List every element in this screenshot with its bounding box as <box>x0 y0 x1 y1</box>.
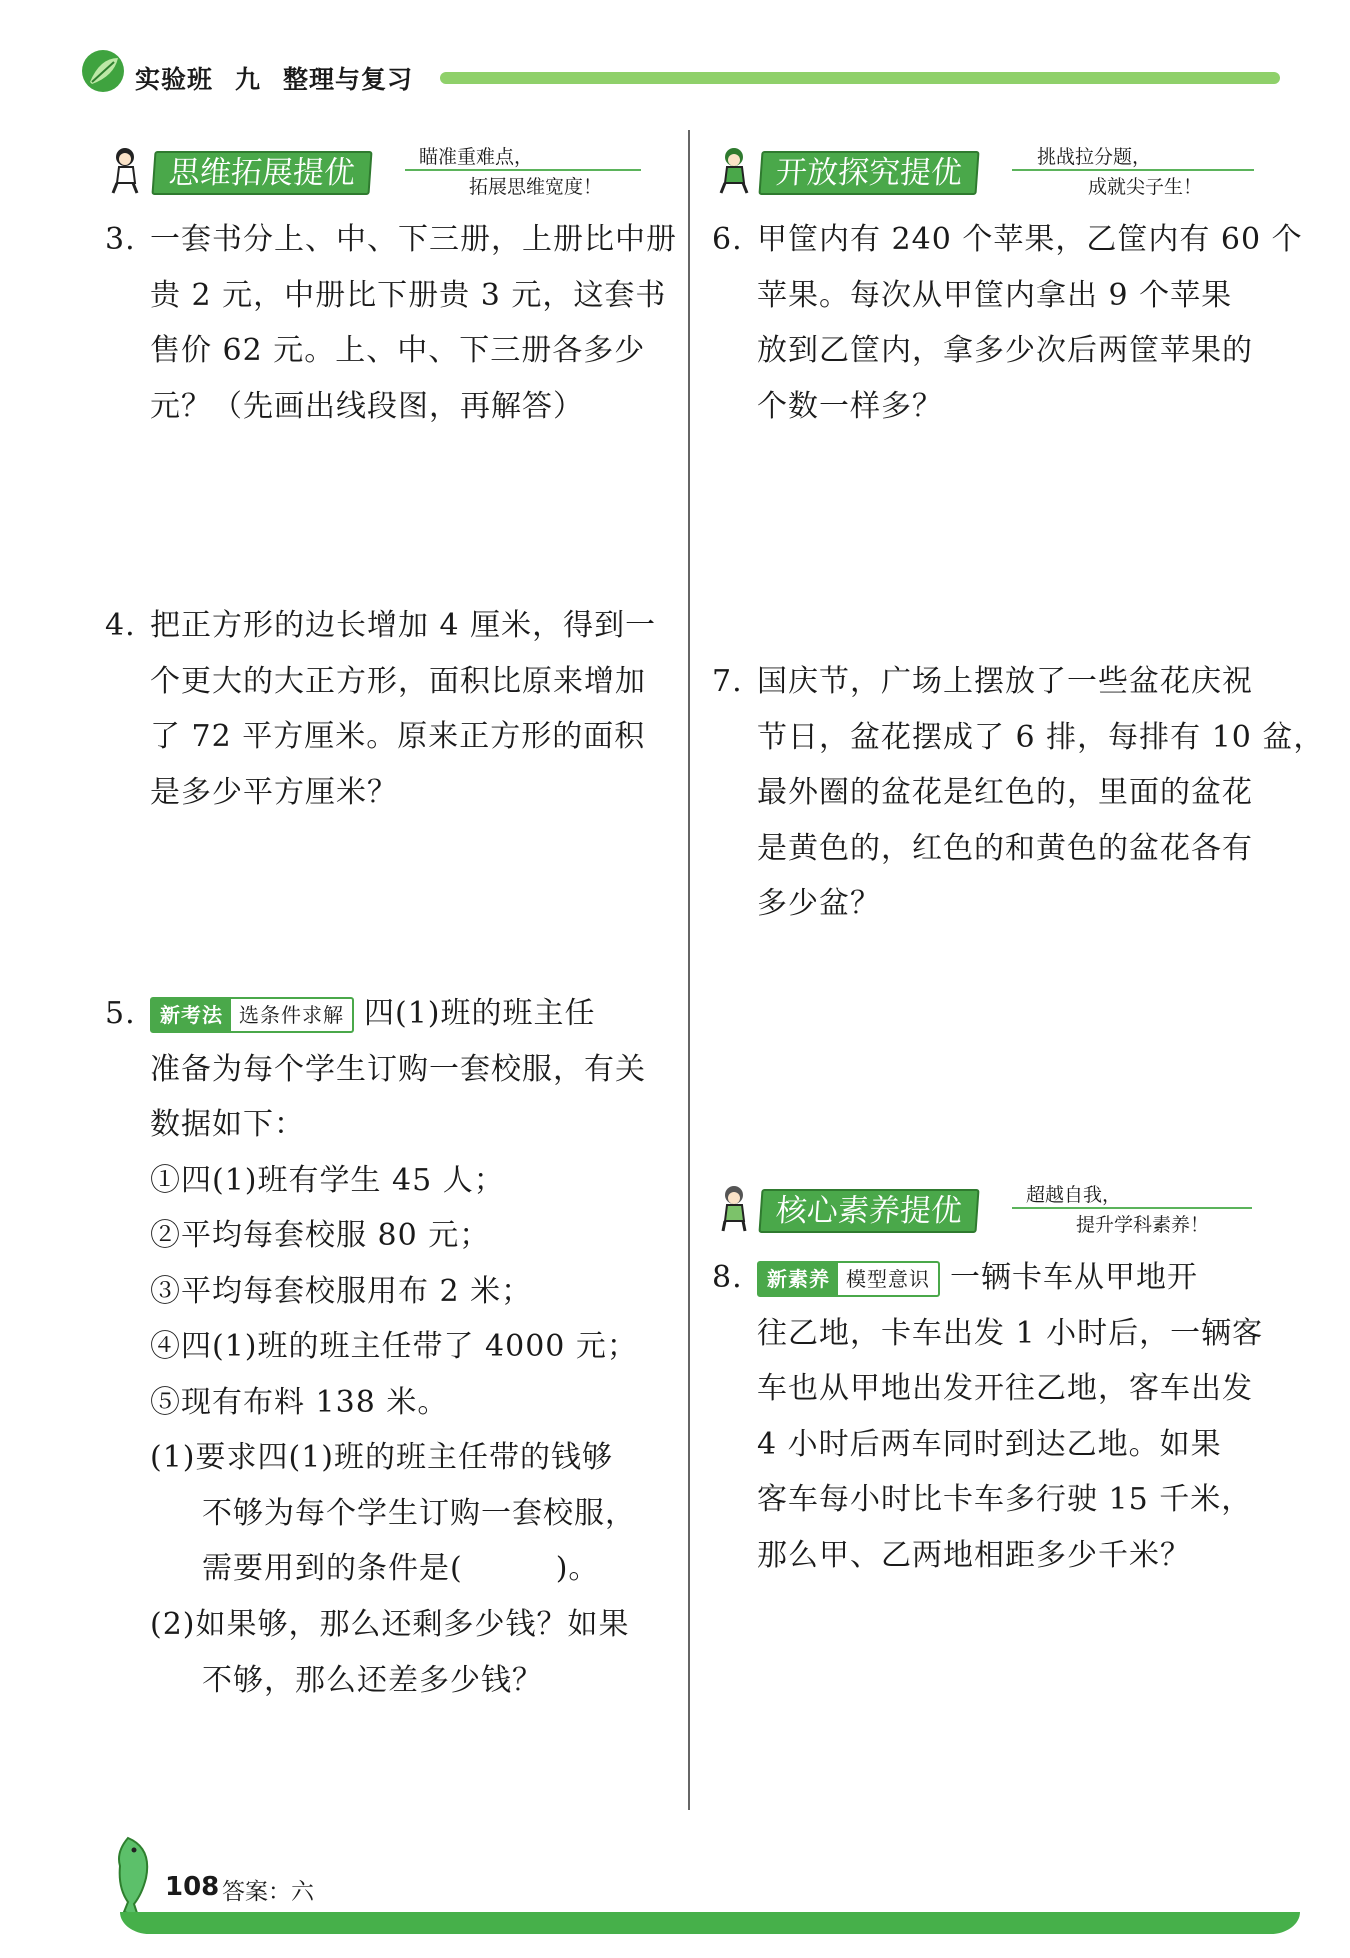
condition-2: ②平均每套校服 80 元； <box>150 1218 491 1253</box>
header-bar <box>440 72 1280 84</box>
header-topic: 整理与复习 <box>283 65 414 94</box>
question-line: 贵 2 元，中册比下册贵 3 元，这套书 <box>150 277 667 313</box>
question-6 <box>712 212 1303 442</box>
question-line: 4 小时后两车同时到达乙地。如果 <box>757 1426 1222 1462</box>
question-line: 把正方形的边长增加 4 厘米，得到一 <box>150 608 657 643</box>
question-line: 放到乙筐内，拿多少次后两筐苹果的 <box>757 333 1253 368</box>
condition-5: ⑤现有布料 138 米。 <box>150 1384 449 1420</box>
question-line: 是多少平方厘米？ <box>150 774 398 810</box>
sub-question-line: 需要用到的条件是( )。 <box>202 1551 600 1586</box>
footer-bar <box>120 1912 1300 1934</box>
leaf-logo-icon <box>80 48 126 94</box>
question-line: 往乙地，卡车出发 1 小时后，一辆客 <box>757 1315 1264 1351</box>
section-slogan-2: 成就尖子生！ <box>1088 176 1203 198</box>
question-line: 最外圈的盆花是红色的，里面的盆花 <box>757 775 1253 810</box>
question-number: 5. <box>105 996 136 1031</box>
question-line: 准备为每个学生订购一套校服，有关 <box>150 1051 646 1087</box>
question-line: 国庆节，广场上摆放了一些盆花庆祝 <box>757 664 1253 699</box>
sub-question-line: (2)如果够，那么还剩多少钱？如果 <box>150 1607 630 1642</box>
question-line: 那么甲、乙两地相距多少千米？ <box>757 1537 1191 1573</box>
header-title <box>135 60 435 96</box>
section-title: 开放探究提优 <box>758 151 979 195</box>
new-literacy-badge: 新素养 模型意识 <box>757 1261 940 1297</box>
question-line: 多少盆？ <box>757 886 881 921</box>
section-banner-core <box>712 1183 1257 1236</box>
dolphin-icon <box>98 1832 162 1922</box>
section-slogan-1: 挑战拉分题， <box>1037 146 1152 168</box>
question-line: 数据如下： <box>150 1107 305 1142</box>
answer-reference: 答案：六 <box>222 1879 314 1905</box>
question-5 <box>105 986 675 1736</box>
header-unit: 九 <box>235 65 262 94</box>
question-line: 元？（先画出线段图，再解答） <box>150 388 584 424</box>
question-line: 一辆卡车从甲地开 <box>950 1260 1198 1295</box>
condition-3: ③平均每套校服用布 2 米； <box>150 1273 533 1309</box>
section-slogan-2: 拓展思维宽度！ <box>469 176 603 198</box>
question-line: 个数一样多？ <box>757 388 943 424</box>
mascot-kid-icon <box>712 145 758 195</box>
mascot-kid-icon <box>712 1183 758 1233</box>
question-7 <box>712 654 1325 944</box>
sub-question-line: 不够为每个学生订购一套校服， <box>202 1495 636 1531</box>
new-exam-badge: 新考法 选条件求解 <box>150 997 354 1033</box>
sub-question-line: (1)要求四(1)班的班主任带的钱够 <box>150 1440 613 1475</box>
header-series: 实验班 <box>135 65 214 94</box>
question-line: 甲筐内有 240 个苹果，乙筐内有 60 个 <box>757 222 1303 257</box>
question-line: 是黄色的，红色的和黄色的盆花各有 <box>757 830 1253 866</box>
question-line: 苹果。每次从甲筐内拿出 9 个苹果 <box>757 277 1233 313</box>
question-line: 节日，盆花摆成了 6 排，每排有 10 盆， <box>757 719 1325 755</box>
question-number: 6. <box>712 222 743 257</box>
question-8 <box>712 1250 1282 1590</box>
question-line: 四(1)班的班主任 <box>364 996 596 1031</box>
question-line: 售价 62 元。上、中、下三册各多少 <box>150 333 646 368</box>
question-number: 7. <box>712 664 743 699</box>
question-line: 了 72 平方厘米。原来正方形的面积 <box>150 719 646 754</box>
section-title: 核心素养提优 <box>758 1189 979 1233</box>
condition-4: ④四(1)班的班主任带了 4000 元； <box>150 1329 638 1364</box>
page-number: 108 <box>165 1872 220 1902</box>
question-4 <box>105 598 665 828</box>
question-number: 3. <box>105 222 136 257</box>
column-divider <box>688 130 690 1810</box>
section-banner-explore <box>712 145 1257 198</box>
section-slogan-2: 提升学科素养！ <box>1076 1214 1210 1236</box>
sub-question-2 <box>150 1597 630 1708</box>
question-line: 一套书分上、中、下三册，上册比中册 <box>150 222 677 257</box>
sub-question-1 <box>150 1430 636 1597</box>
section-banner-thinking <box>105 145 645 198</box>
section-title: 思维拓展提优 <box>151 151 372 195</box>
question-line: 车也从甲地出发开往乙地，客车出发 <box>757 1371 1253 1406</box>
question-line: 客车每小时比卡车多行驶 15 千米， <box>757 1482 1253 1517</box>
question-3 <box>105 212 677 442</box>
section-slogan-1: 超越自我， <box>1026 1184 1122 1206</box>
question-number: 8. <box>712 1260 743 1295</box>
sub-question-line: 不够，那么还差多少钱？ <box>202 1662 543 1698</box>
question-line: 个更大的大正方形，面积比原来增加 <box>150 663 646 699</box>
condition-1: ①四(1)班有学生 45 人； <box>150 1162 505 1198</box>
section-slogan-1: 瞄准重难点， <box>419 146 534 168</box>
mascot-kid-icon <box>105 145 151 195</box>
question-number: 4. <box>105 608 136 643</box>
